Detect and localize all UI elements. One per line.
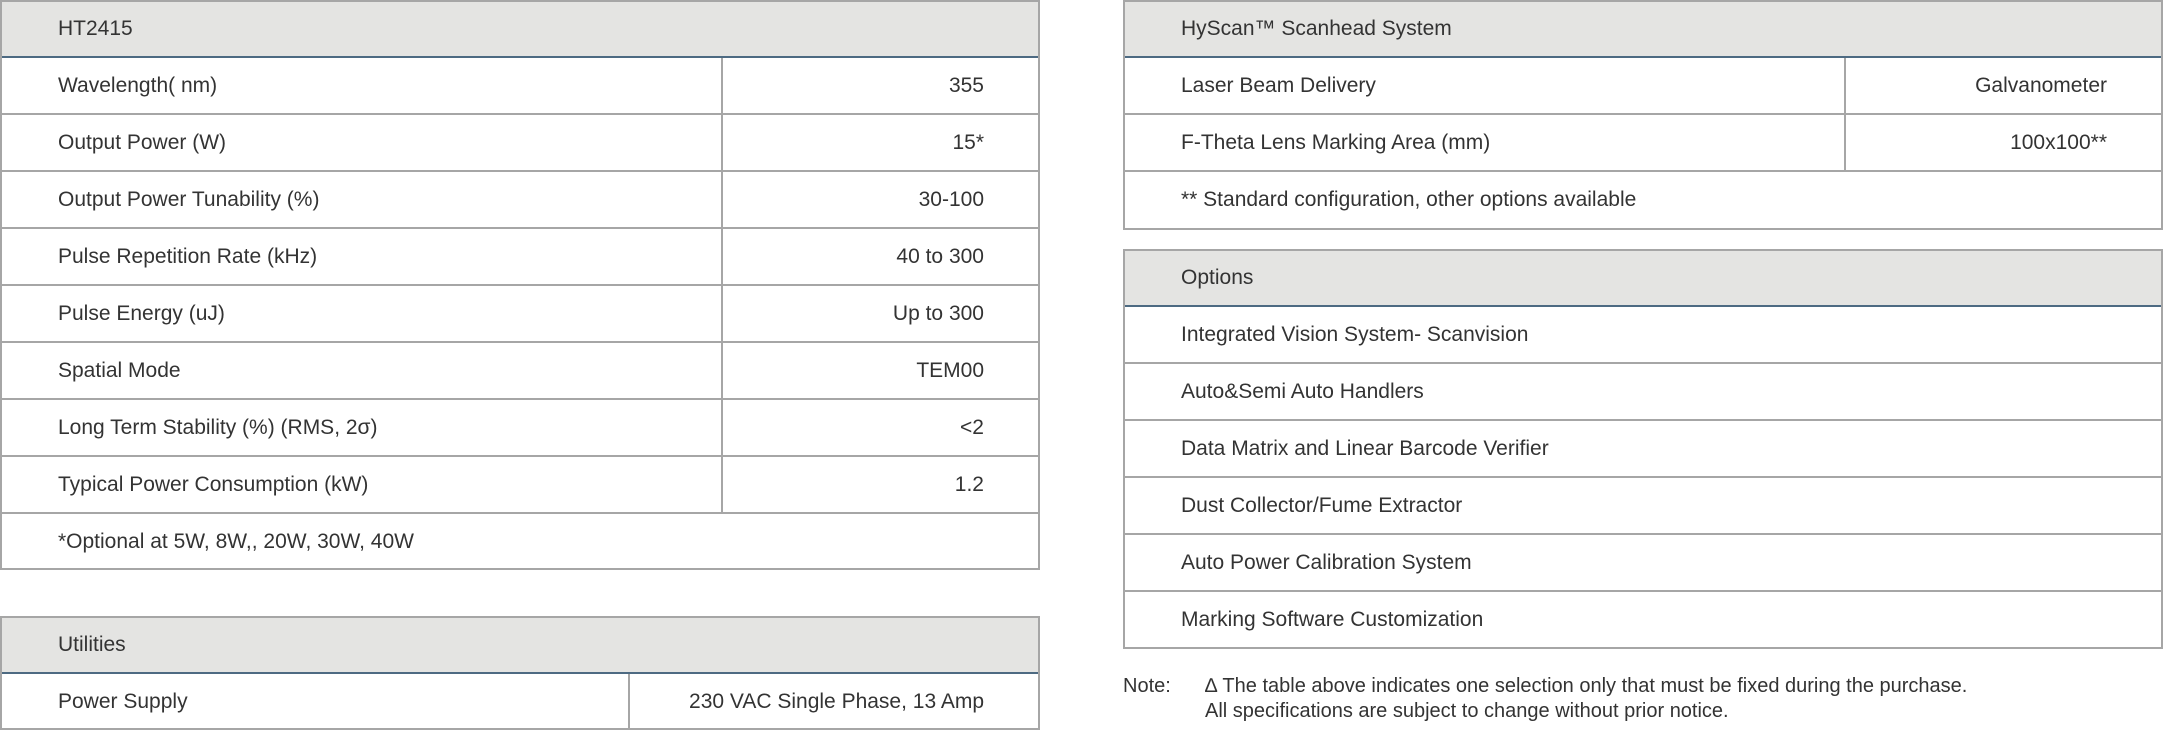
- table-row: [2, 341, 1038, 398]
- table-row: [1125, 113, 2161, 170]
- list-item: Dust Collector/Fume Extractor: [1125, 476, 2161, 533]
- note-line-1: ∆ The table above indicates one selection only that must be fixed during the purchase.: [1205, 675, 1968, 697]
- list-item: Integrated Vision System- Scanvision: [1181, 322, 1529, 346]
- scanhead-table-header: HyScan™ Scanhead System: [1125, 2, 2161, 58]
- spec-label: Pulse Repetition Rate (kHz): [58, 244, 318, 268]
- list-item: Marking Software Customization: [1125, 590, 2161, 647]
- utility-value: 230 VAC Single Phase, 13 Amp: [628, 674, 1038, 729]
- spec-label: Long Term Stability (%) (RMS, 2σ): [58, 415, 378, 439]
- note-label: Note:: [1123, 675, 1171, 697]
- spec-value: 355: [721, 58, 1038, 113]
- scanhead-system-table: [1123, 0, 2163, 230]
- table-row: [2, 113, 1038, 170]
- table-row: [2, 455, 1038, 512]
- spec-label: Spatial Mode: [58, 358, 181, 382]
- list-item: Auto Power Calibration System: [1125, 533, 2161, 590]
- spec-label: Output Power (W): [58, 130, 227, 154]
- scanhead-label: F-Theta Lens Marking Area (mm): [1181, 130, 1491, 154]
- spec-label: Typical Power Consumption (kW): [58, 472, 369, 496]
- ht2415-footnote: *Optional at 5W, 8W,, 20W, 30W, 40W: [2, 512, 1038, 569]
- list-item: Data Matrix and Linear Barcode Verifier: [1125, 419, 2161, 476]
- table-row: [2, 284, 1038, 341]
- scanhead-label: Laser Beam Delivery: [1181, 73, 1376, 97]
- utility-label: Power Supply: [58, 689, 188, 713]
- list-item: Auto&Semi Auto Handlers: [1125, 362, 2161, 419]
- table-row: [2, 674, 1038, 729]
- note-text: [1205, 674, 1967, 724]
- utilities-table: [0, 616, 1040, 730]
- spec-value: 1.2: [721, 457, 1038, 512]
- scanhead-value: Galvanometer: [1844, 58, 2161, 113]
- table-row: [2, 398, 1038, 455]
- purchase-note: [1123, 674, 1967, 724]
- spec-label: Wavelength( nm): [58, 73, 218, 97]
- scanhead-footnote: ** Standard configuration, other options available: [1125, 170, 2161, 227]
- spec-value: 30-100: [721, 172, 1038, 227]
- spec-value: 15*: [721, 115, 1038, 170]
- spec-value: TEM00: [721, 343, 1038, 398]
- options-table: [1123, 249, 2163, 649]
- table-row: [2, 58, 1038, 113]
- options-table-header: Options: [1125, 251, 2161, 307]
- spec-label: Output Power Tunability (%): [58, 187, 320, 211]
- scanhead-value: 100x100**: [1844, 115, 2161, 170]
- spec-label: Pulse Energy (uJ): [58, 301, 225, 325]
- utilities-table-header: Utilities: [2, 618, 1038, 674]
- ht2415-spec-table: [0, 0, 1040, 570]
- spec-value: Up to 300: [721, 286, 1038, 341]
- spec-value: 40 to 300: [721, 229, 1038, 284]
- ht2415-table-header: HT2415: [2, 2, 1038, 58]
- note-line-2: All specifications are subject to change without prior notice.: [1205, 700, 1729, 722]
- spec-value: <2: [721, 400, 1038, 455]
- table-row: [2, 227, 1038, 284]
- table-row: [1125, 58, 2161, 113]
- table-row: [2, 170, 1038, 227]
